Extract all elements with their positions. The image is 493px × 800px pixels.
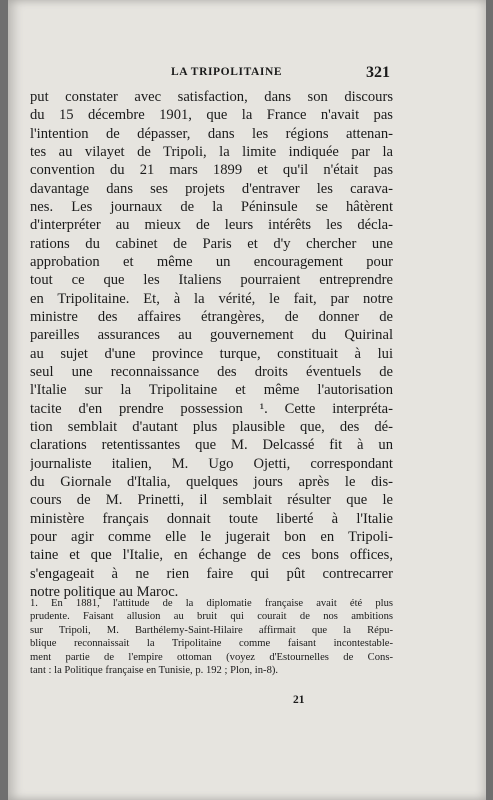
text-line: clarations retentissantes que M. Delcassé fit à un xyxy=(30,437,393,454)
printer-signature-mark: 21 xyxy=(293,694,305,706)
text-line: ministre des affaires étrangères, de donner de xyxy=(30,308,393,325)
running-title: LA TRIPOLITAINE xyxy=(171,66,283,78)
text-line: pareilles assurances au gouvernement du Quirinal xyxy=(30,327,393,344)
footnote-line: ment partie de l'empire ottoman (voyez d'Estournelles de Cons- xyxy=(30,651,393,663)
footnote-line: tant : la Politique française en Tunisie, p. 192 ; Plon, in-8). xyxy=(30,665,279,677)
footnote-line: sur Tripoli, M. Barthélemy-Saint-Hilaire affirmait que la Répu- xyxy=(30,624,393,636)
text-line: du Giornale d'Italia, quelques jours après le dis- xyxy=(30,473,393,490)
text-line: cours de M. Prinetti, il semblait résulter que le xyxy=(30,492,393,509)
text-line: tion semblait d'autant plus plausible que, des dé- xyxy=(30,418,393,435)
text-line: au sujet d'une province turque, constituait à lui xyxy=(30,345,393,362)
footnote xyxy=(30,597,393,677)
text-line: d'interpréter au mieux de leurs intérêts les décla- xyxy=(30,217,393,234)
book-page xyxy=(8,0,486,800)
page-header xyxy=(8,64,486,86)
text-line: pour agir comme elle le jugerait bon en Tripoli- xyxy=(30,528,393,545)
text-line: s'engageait à ne rien faire qui pût contrecarrer xyxy=(30,565,393,582)
text-line: l'intention de dépasser, dans les régions attenan- xyxy=(30,125,393,142)
text-line: rations du cabinet de Paris et d'y chercher une xyxy=(30,235,393,252)
text-line: du 15 décembre 1901, que la France n'avait pas xyxy=(30,107,393,124)
text-line: davantage dans ses projets d'entraver les carava- xyxy=(30,180,393,197)
footnote-line: blique reconnaissait la Tripolitaine comme faisant incontestable- xyxy=(30,638,393,650)
footnote-line: 1. En 1881, l'attitude de la diplomatie française avait été plus xyxy=(30,598,393,609)
text-line: tacite d'en prendre possession ¹. Cette interpréta- xyxy=(30,400,393,417)
text-line: nes. Les journaux de la Péninsule se hâtèrent xyxy=(30,198,393,215)
text-line: put constater avec satisfaction, dans son discours xyxy=(30,89,393,105)
text-line: l'Italie sur la Tripolitaine et même l'autorisation xyxy=(30,382,393,399)
text-line: tes au vilayet de Tripoli, la limite indiquée par la xyxy=(30,143,393,160)
text-line: approbation et même un encouragement pour xyxy=(30,253,393,270)
text-line: en Tripolitaine. Et, à la vérité, le fait, par notre xyxy=(30,290,393,307)
text-line: tout ce que les Italiens pourraient entreprendre xyxy=(30,272,393,289)
text-line: notre politique au Maroc. xyxy=(30,583,179,600)
footnote-line: prudente. Faisant allusion au bruit qui courait de nos ambitions xyxy=(30,611,393,623)
text-line: seul une reconnaissance des droits éventuels de xyxy=(30,363,393,380)
text-line: journaliste italien, M. Ugo Ojetti, correspondant xyxy=(30,455,393,472)
text-line: taine et que l'Italie, en échange de ces bons offices, xyxy=(30,547,393,564)
page-number: 321 xyxy=(366,64,390,81)
main-paragraph xyxy=(30,88,393,601)
text-line: convention du 21 mars 1899 et qu'il n'était pas xyxy=(30,162,393,179)
text-line: ministère français donnait toute liberté à l'Italie xyxy=(30,510,393,527)
